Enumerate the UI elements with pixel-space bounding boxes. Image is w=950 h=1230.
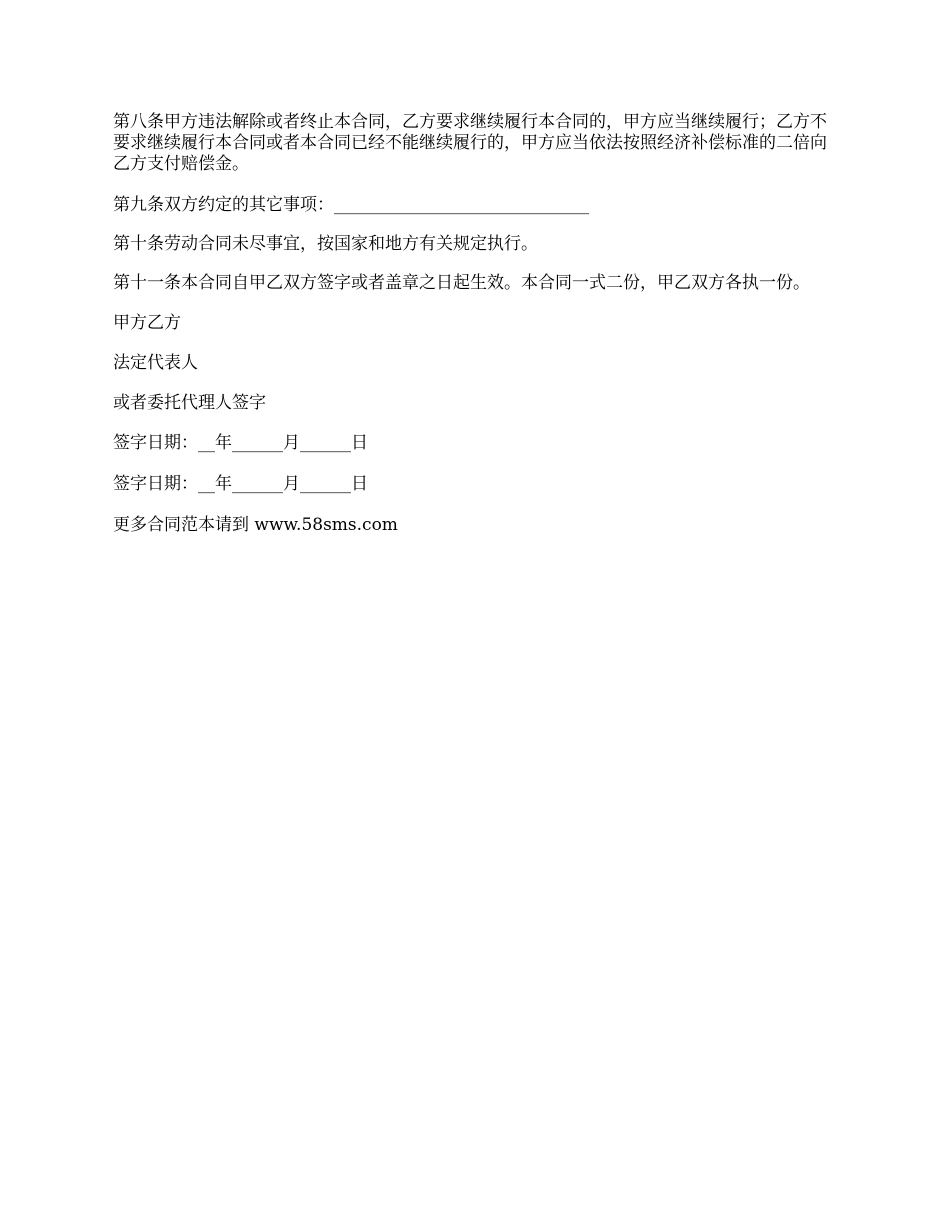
article-10-paragraph: 第十条劳动合同未尽事宜，按国家和地方有关规定执行。 <box>113 234 538 254</box>
legal-representative-line: 法定代表人 <box>113 353 198 373</box>
article-11-paragraph: 第十一条本合同自甲乙双方签字或者盖章之日起生效。本合同一式二份，甲乙双方各执一份。 <box>113 273 810 293</box>
parties-line: 甲方乙方 <box>113 313 181 333</box>
article-8-paragraph: 第八条甲方违法解除或者终止本合同，乙方要求继续履行本合同的，甲方应当继续履行；乙方不要求继续履行本合同或者本合同已经不能继续履行的，甲方应当依法按照经济补偿标准的二倍向乙方支付赔偿金。 <box>113 112 827 174</box>
sign-date-line: 签字日期：__年______月______日 <box>113 474 368 494</box>
document-page <box>113 112 843 536</box>
sign-date-line: 签字日期：__年______月______日 <box>113 433 368 453</box>
article-9-paragraph: 第九条双方约定的其它事项：______________________________ <box>113 195 589 215</box>
more-templates-link-text: 更多合同范本请到 www.58sms.com <box>113 515 398 535</box>
agent-signature-line: 或者委托代理人签字 <box>113 393 266 413</box>
